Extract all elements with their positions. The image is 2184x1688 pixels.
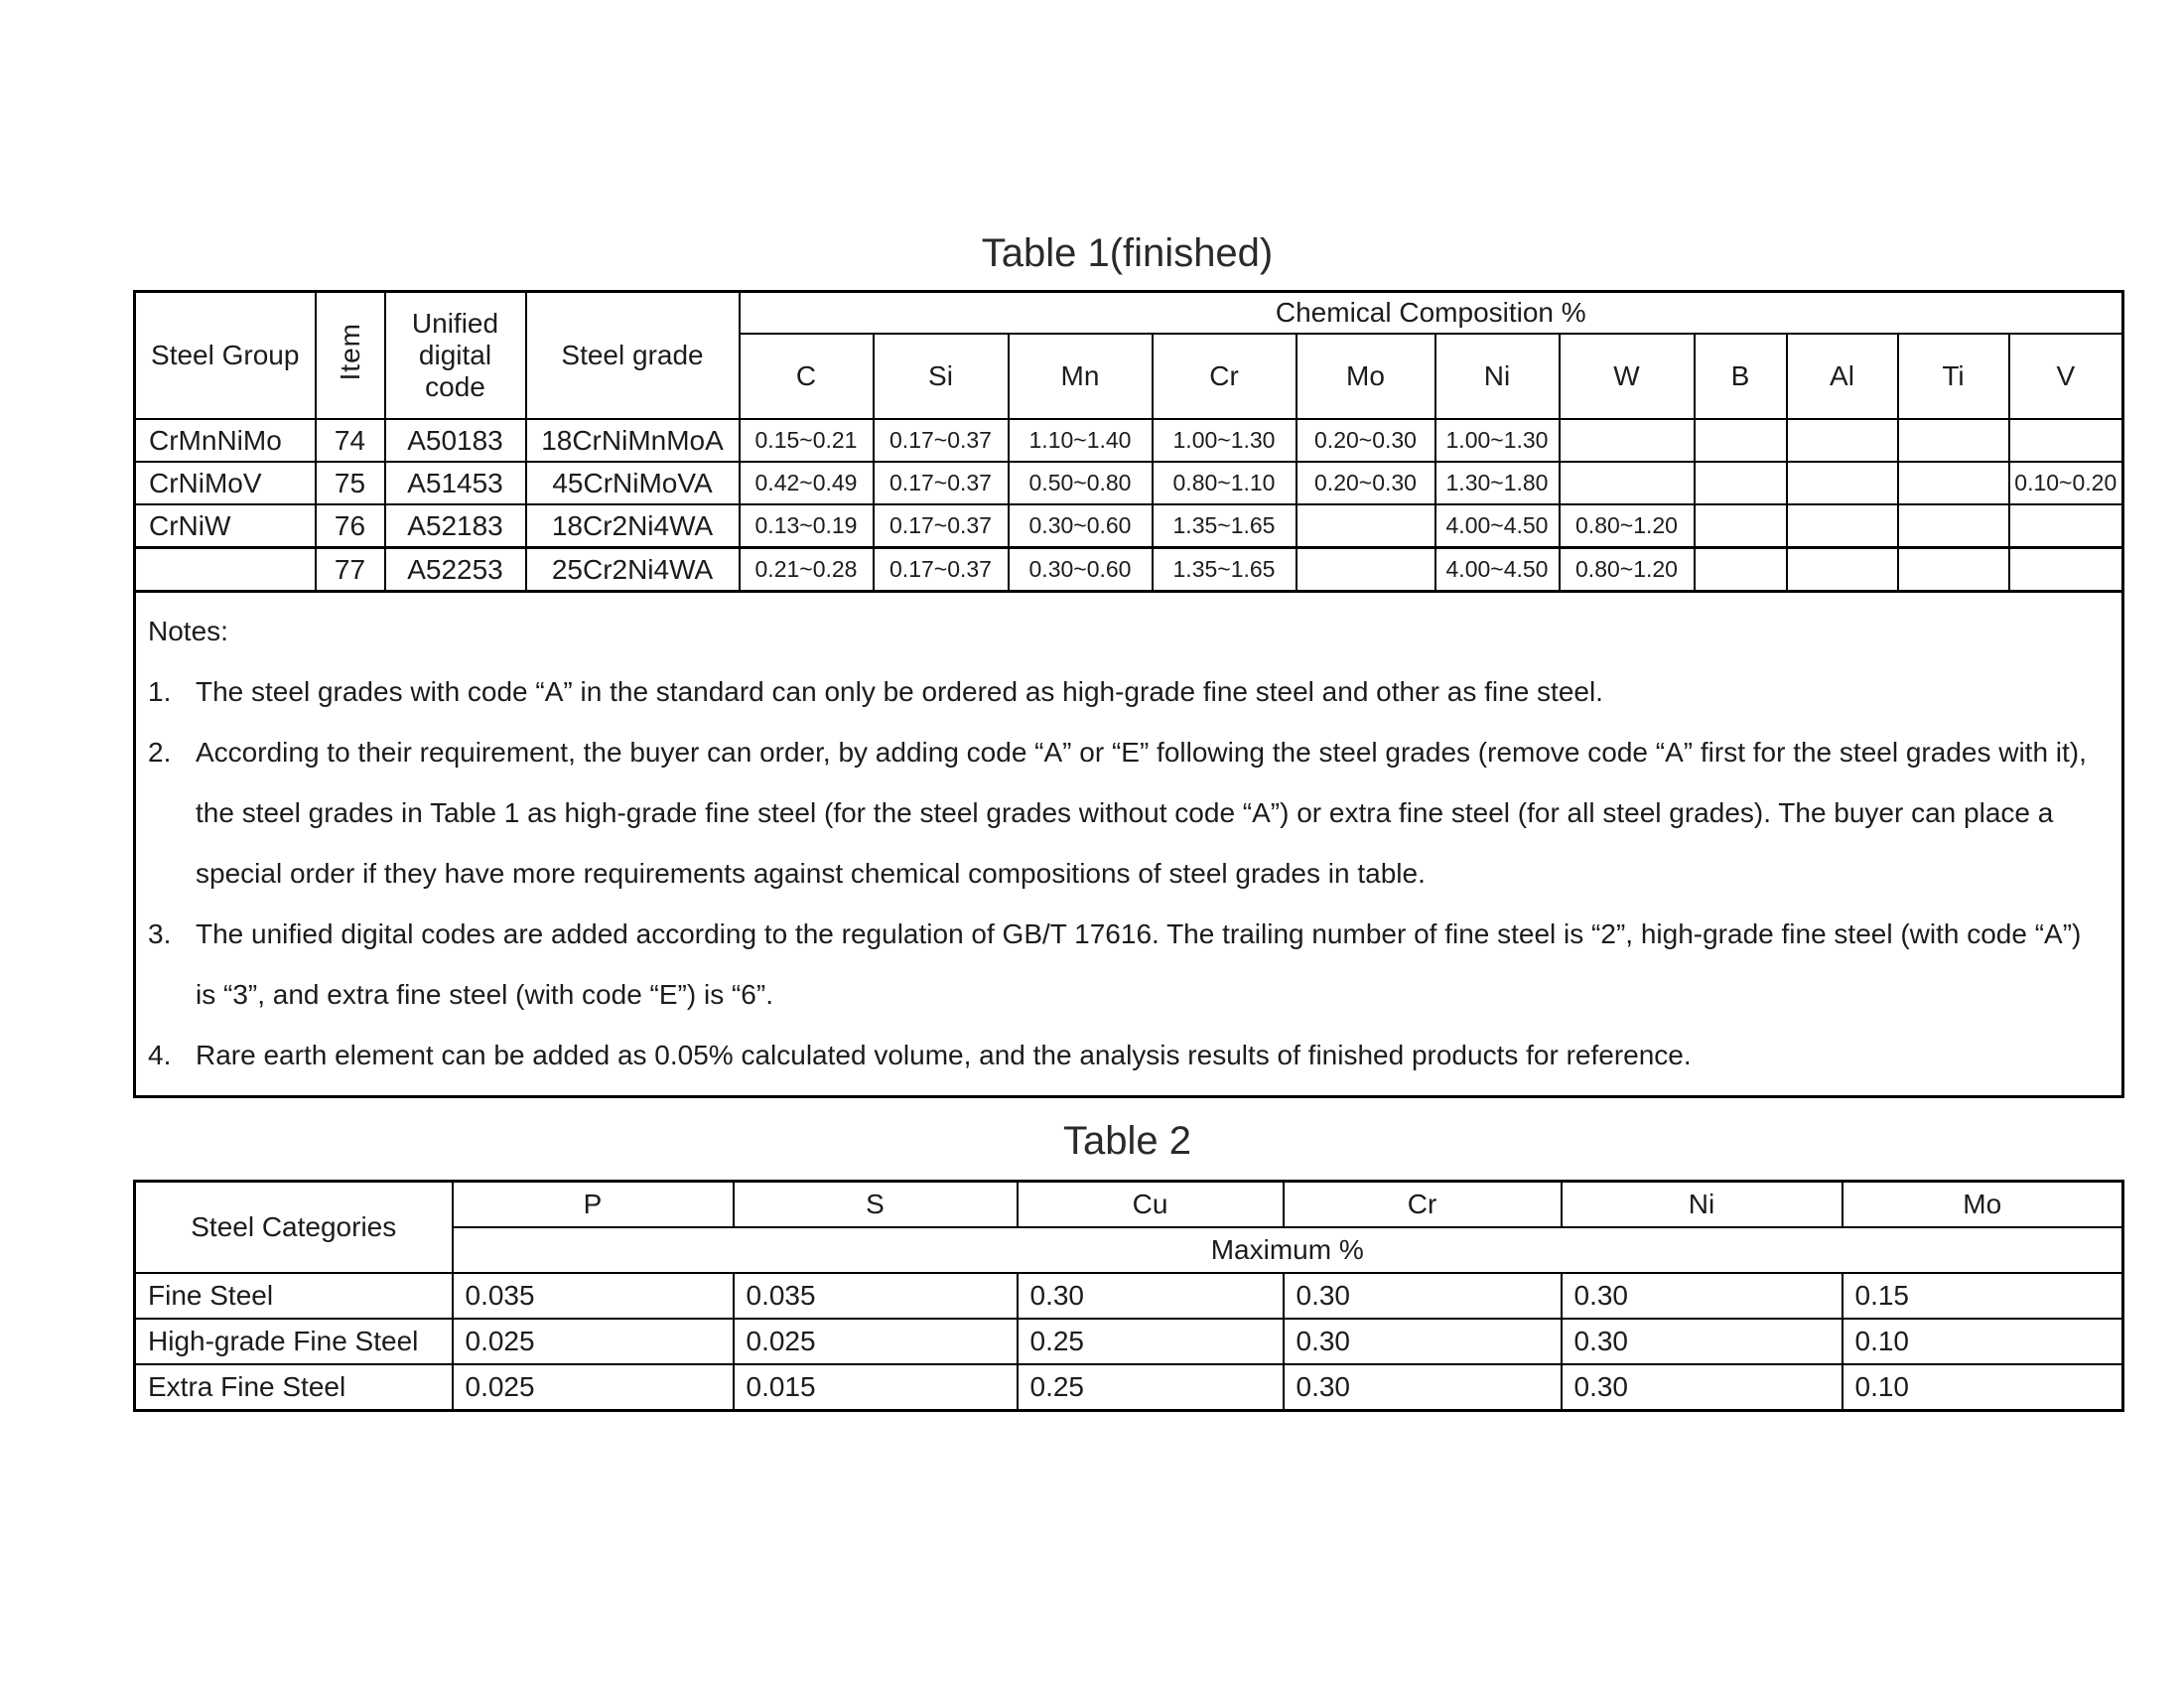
- cell-P: 0.035: [453, 1273, 734, 1319]
- cell-Cr: 0.80~1.10: [1153, 462, 1297, 504]
- cell-item: 77: [316, 548, 385, 592]
- cell-Mo: 0.20~0.30: [1297, 419, 1435, 462]
- cell-Si: 0.17~0.37: [874, 462, 1009, 504]
- table1-row-77: [135, 548, 2123, 592]
- cell-category: High-grade Fine Steel: [135, 1319, 453, 1364]
- table2-header-element-Cr: Cr: [1284, 1182, 1562, 1228]
- table1-header-element-Ti: Ti: [1898, 334, 2009, 419]
- cell-Al: [1787, 419, 1898, 462]
- table1-row-75: [135, 462, 2123, 504]
- notes: [148, 601, 2106, 1085]
- cell-Mn: 0.30~0.60: [1009, 548, 1153, 592]
- note-number: 1.: [148, 676, 172, 707]
- table2: [133, 1180, 2124, 1412]
- table2-row-high-grade-fine-steel: [135, 1319, 2123, 1364]
- table1-header-element-Si: Si: [874, 334, 1009, 419]
- table1: [133, 290, 2124, 1098]
- cell-V: [2009, 419, 2123, 462]
- cell-Ni: 0.30: [1562, 1364, 1843, 1411]
- table2-header-maximum: Maximum %: [453, 1227, 2123, 1273]
- cell-Si: 0.17~0.37: [874, 504, 1009, 548]
- note-item-4: [148, 1025, 2106, 1085]
- table2-header-element-Cu: Cu: [1018, 1182, 1284, 1228]
- table1-row-76: [135, 504, 2123, 548]
- cell-Al: [1787, 504, 1898, 548]
- cell-steel-group: CrNiMoV: [135, 462, 316, 504]
- cell-V: [2009, 504, 2123, 548]
- note-item-3: [148, 904, 2106, 1025]
- cell-B: [1695, 504, 1787, 548]
- cell-W: 0.80~1.20: [1560, 504, 1695, 548]
- cell-Cu: 0.30: [1018, 1273, 1284, 1319]
- cell-Ti: [1898, 504, 2009, 548]
- cell-V: 0.10~0.20: [2009, 462, 2123, 504]
- table1-header-element-B: B: [1695, 334, 1787, 419]
- cell-S: 0.035: [734, 1273, 1018, 1319]
- cell-C: 0.15~0.21: [740, 419, 874, 462]
- cell-Mo: 0.15: [1843, 1273, 2123, 1319]
- cell-P: 0.025: [453, 1364, 734, 1411]
- table1-header-element-Cr: Cr: [1153, 334, 1297, 419]
- cell-C: 0.21~0.28: [740, 548, 874, 592]
- cell-code: A51453: [385, 462, 526, 504]
- table2-row-extra-fine-steel: [135, 1364, 2123, 1411]
- cell-Cr: 0.30: [1284, 1319, 1562, 1364]
- note-text: The steel grades with code “A” in the standard can only be ordered as high-grade fine steel and other as fine steel.: [196, 676, 1603, 707]
- note-number: 2.: [148, 737, 172, 768]
- cell-grade: 25Cr2Ni4WA: [526, 548, 740, 592]
- table1-header-item: [316, 292, 385, 420]
- cell-item: 75: [316, 462, 385, 504]
- cell-Al: [1787, 548, 1898, 592]
- notes-label: Notes:: [148, 616, 228, 646]
- cell-B: [1695, 462, 1787, 504]
- table1-header-element-Mn: Mn: [1009, 334, 1153, 419]
- cell-Cr: 0.30: [1284, 1364, 1562, 1411]
- cell-V: [2009, 548, 2123, 592]
- note-item-1: [148, 661, 2106, 722]
- cell-Mo: [1297, 548, 1435, 592]
- note-text: The unified digital codes are added according to the regulation of GB/T 17616. The trailing number of fine steel is “2”, high-grade fine steel (with code “A”) is “3”, and extra fine steel (with code “E”) is “6”.: [196, 918, 2082, 1010]
- cell-Mn: 1.10~1.40: [1009, 419, 1153, 462]
- table2-header-element-Mo: Mo: [1843, 1182, 2123, 1228]
- cell-code: A52183: [385, 504, 526, 548]
- cell-grade: 45CrNiMoVA: [526, 462, 740, 504]
- cell-S: 0.025: [734, 1319, 1018, 1364]
- cell-item: 76: [316, 504, 385, 548]
- cell-Mo: 0.20~0.30: [1297, 462, 1435, 504]
- table1-header-element-V: V: [2009, 334, 2123, 419]
- note-item-2: [148, 722, 2106, 904]
- cell-item: 74: [316, 419, 385, 462]
- cell-W: [1560, 419, 1695, 462]
- cell-Ti: [1898, 419, 2009, 462]
- table1-header-element-Mo: Mo: [1297, 334, 1435, 419]
- cell-Mo: 0.10: [1843, 1319, 2123, 1364]
- cell-Ti: [1898, 462, 2009, 504]
- table1-notes-row: [135, 592, 2123, 1097]
- cell-Mo: [1297, 504, 1435, 548]
- notes-cell: [135, 592, 2123, 1097]
- cell-steel-group: [135, 548, 316, 592]
- table2-header-element-S: S: [734, 1182, 1018, 1228]
- document-content: [133, 0, 2121, 1412]
- table2-row-fine-steel: [135, 1273, 2123, 1319]
- table1-header-element-Al: Al: [1787, 334, 1898, 419]
- table1-header-steel-grade: Steel grade: [526, 292, 740, 420]
- cell-Cr: 1.00~1.30: [1153, 419, 1297, 462]
- note-text: Rare earth element can be added as 0.05% calculated volume, and the analysis results of finished products for reference.: [196, 1040, 1692, 1070]
- cell-S: 0.015: [734, 1364, 1018, 1411]
- table1-header-element-Ni: Ni: [1435, 334, 1560, 419]
- cell-Si: 0.17~0.37: [874, 419, 1009, 462]
- table2-header-steel-categories: Steel Categories: [135, 1182, 453, 1274]
- cell-C: 0.42~0.49: [740, 462, 874, 504]
- cell-category: Fine Steel: [135, 1273, 453, 1319]
- cell-W: 0.80~1.20: [1560, 548, 1695, 592]
- cell-Cr: 1.35~1.65: [1153, 548, 1297, 592]
- cell-C: 0.13~0.19: [740, 504, 874, 548]
- cell-Ni: 4.00~4.50: [1435, 548, 1560, 592]
- cell-P: 0.025: [453, 1319, 734, 1364]
- cell-Ti: [1898, 548, 2009, 592]
- table1-row-74: [135, 419, 2123, 462]
- cell-Si: 0.17~0.37: [874, 548, 1009, 592]
- cell-B: [1695, 419, 1787, 462]
- cell-steel-group: CrNiW: [135, 504, 316, 548]
- table2-title: Table 2: [1063, 1119, 1191, 1163]
- cell-category: Extra Fine Steel: [135, 1364, 453, 1411]
- cell-steel-group: CrMnNiMo: [135, 419, 316, 462]
- cell-code: A50183: [385, 419, 526, 462]
- table2-header-element-P: P: [453, 1182, 734, 1228]
- cell-Ni: 1.30~1.80: [1435, 462, 1560, 504]
- table1-header-element-C: C: [740, 334, 874, 419]
- cell-code: A52253: [385, 548, 526, 592]
- cell-grade: 18CrNiMnMoA: [526, 419, 740, 462]
- cell-grade: 18Cr2Ni4WA: [526, 504, 740, 548]
- cell-Cu: 0.25: [1018, 1364, 1284, 1411]
- note-number: 4.: [148, 1040, 172, 1070]
- cell-Mn: 0.50~0.80: [1009, 462, 1153, 504]
- cell-Mo: 0.10: [1843, 1364, 2123, 1411]
- cell-W: [1560, 462, 1695, 504]
- cell-B: [1695, 548, 1787, 592]
- cell-Ni: 4.00~4.50: [1435, 504, 1560, 548]
- table1-header-steel-group: Steel Group: [135, 292, 316, 420]
- table1-title: Table 1(finished): [981, 231, 1274, 275]
- cell-Cu: 0.25: [1018, 1319, 1284, 1364]
- table1-header-unified-code: Unified digital code: [385, 292, 526, 420]
- item-vertical-label: Item: [334, 323, 365, 381]
- cell-Al: [1787, 462, 1898, 504]
- cell-Ni: 0.30: [1562, 1319, 1843, 1364]
- cell-Cr: 1.35~1.65: [1153, 504, 1297, 548]
- table2-header-element-Ni: Ni: [1562, 1182, 1843, 1228]
- note-text: According to their requirement, the buyer can order, by adding code “A” or “E” following the steel grades (remove code “A” first for the steel grades with it), the steel grades in Table 1 as high-grade fine steel (for the steel grades without code “A”) or extra fine steel (for all steel grades). The buyer can place a special order if they have more requirements against chemical compositions of steel grades in table.: [196, 737, 2087, 889]
- table1-header-element-W: W: [1560, 334, 1695, 419]
- cell-Cr: 0.30: [1284, 1273, 1562, 1319]
- cell-Ni: 0.30: [1562, 1273, 1843, 1319]
- note-number: 3.: [148, 918, 172, 949]
- cell-Ni: 1.00~1.30: [1435, 419, 1560, 462]
- cell-Mn: 0.30~0.60: [1009, 504, 1153, 548]
- table1-header-chemical-composition: Chemical Composition %: [740, 292, 2123, 335]
